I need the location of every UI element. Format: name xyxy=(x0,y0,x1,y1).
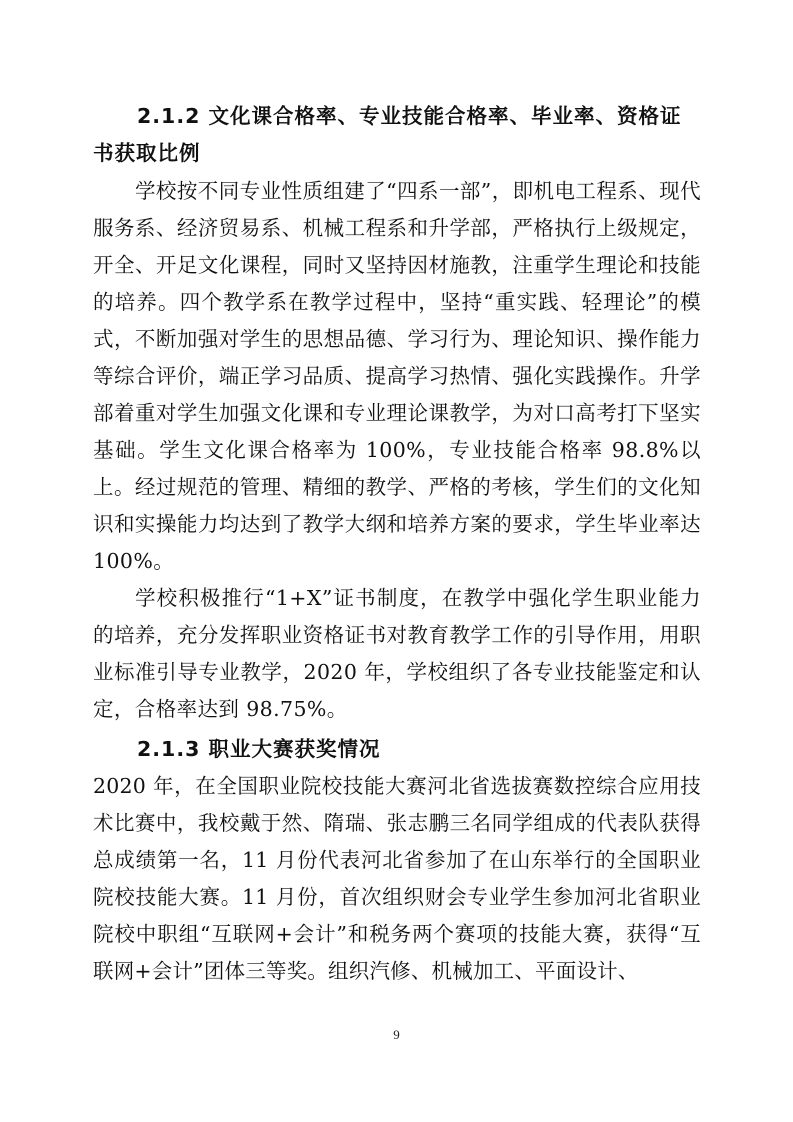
paragraph-certificate-system: 学校积极推行“1+X”证书制度，在教学中强化学生职业能力的培养，充分发挥职业资格证书对教育教学工作的引导作用，用职业标准引导专业教学，2020 年，学校组织了各专业技能鉴定和认定，合格率达到 98.75%。 xyxy=(93,586,701,721)
paragraph-competition-awards: 2020 年，在全国职业院校技能大赛河北省选拔赛数控综合应用技术比赛中，我校戴于然、隋瑞、张志鹏三名同学组成的代表队获得总成绩第一名，11 月份代表河北省参加了在山东举行的全国职业院校技能大赛。11 月份，首次组织财会专业学生参加河北省职业院校中职组“互联网+会计”和税务两个赛项的技能大赛，获得“互联网+会计”团体三等奖。组织汽修、机械加工、平面设计、 xyxy=(93,774,701,983)
page-content xyxy=(93,98,701,990)
section-heading-2-1-3: 2.1.3 职业大赛获奖情况 xyxy=(137,737,381,761)
section-heading-2-1-2: 2.1.2 文化课合格率、专业技能合格率、毕业率、资格证书获取比例 xyxy=(93,104,682,165)
page-number: 9 xyxy=(393,1027,400,1042)
paragraph-curriculum-pass-rates: 学校按不同专业性质组建了“四系一部”，即机电工程系、现代服务系、经济贸易系、机械工程系和升学部，严格执行上级规定，开全、开足文化课程，同时又坚持因材施教，注重学生理论和技能的培养。四个教学系在教学过程中，坚持“重实践、轻理论”的模式，不断加强对学生的思想品德、学习行为、理论知识、操作能力等综合评价，端正学习品质、提高学习热情、强化实践操作。升学部着重对学生加强文化课和专业理论课教学，为对口高考打下坚实基础。学生文化课合格率为 100%，专业技能合格率 98.8%以上。经过规范的管理、精细的教学、严格的考核，学生们的文化知识和实操能力均达到了教学大纲和培养方案的要求，学生毕业率达 100%。 xyxy=(93,179,701,573)
